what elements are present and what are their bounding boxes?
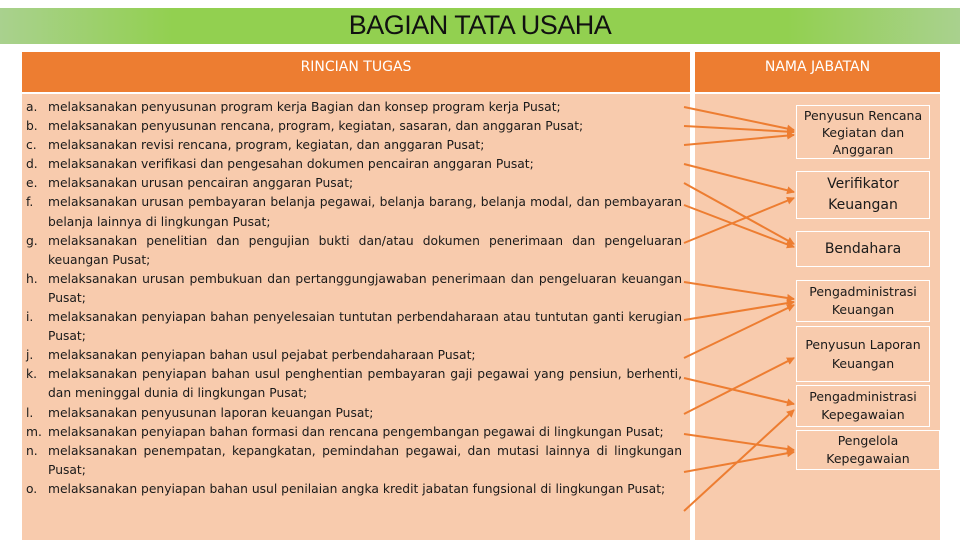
- task-text: melaksanakan penelitian dan pengujian bukti dan/atau dokumen penerimaan dan pengeluaran keuangan Pusat;: [48, 233, 682, 267]
- task-text: melaksanakan revisi rencana, program, kegiatan, dan anggaran Pusat;: [48, 138, 485, 153]
- page-title: BAGIAN TATA USAHA: [348, 10, 612, 40]
- arrow-c-penyusun: [684, 135, 794, 145]
- arrow-l-penyusun-laporan: [684, 358, 794, 414]
- task-text: melaksanakan penyiapan bahan usul penghentian pembayaran gaji pegawai yang pensiun, berhenti, dan meninggal dunia di lingkungan Pusat;: [48, 367, 682, 401]
- task-marker: l.: [26, 405, 34, 420]
- position-label: Verifikator Keuangan: [827, 176, 899, 213]
- task-marker: k.: [26, 367, 38, 382]
- task-marker: a.: [26, 100, 38, 114]
- task-text: melaksanakan urusan pembayaran belanja pegawai, belanja barang, belanja modal, dan pembayaran belanja lainnya di lingkungan Pusat;: [48, 195, 682, 229]
- position-label: Pengelola Kepegawaian: [826, 433, 910, 466]
- position-label: Pengadministrasi Kepegawaian: [809, 389, 917, 422]
- header-rincian-tugas: RINCIAN TUGAS: [22, 52, 690, 92]
- task-marker: m.: [26, 424, 42, 439]
- arrow-i-pengadministrasi-keuangan: [684, 302, 794, 320]
- header-nama-jabatan: NAMA JABATAN: [695, 52, 940, 92]
- arrow-n-pengelola-kepegawaian: [684, 452, 794, 472]
- arrow-h-pengadministrasi-keuangan: [684, 282, 794, 299]
- task-marker: i.: [26, 310, 34, 325]
- position-label: Penyusun Laporan Keuangan: [805, 337, 921, 371]
- task-marker: e.: [26, 176, 38, 191]
- arrow-g-verifikator: [684, 198, 794, 243]
- position-label: Pengadministrasi Keuangan: [809, 284, 917, 317]
- task-text: melaksanakan penyiapan bahan usul penilaian angka kredit jabatan fungsional di lingkungan Pusat;: [48, 481, 666, 496]
- task-text: melaksanakan penyiapan bahan formasi dan rencana pengembangan pegawai di lingkungan Pusat;: [48, 424, 664, 439]
- task-text: melaksanakan verifikasi dan pengesahan dokumen pencairan anggaran Pusat;: [48, 157, 534, 172]
- task-marker: c.: [26, 138, 37, 153]
- position-label: Penyusun Rencana Kegiatan dan Anggaran: [803, 107, 923, 157]
- arrow-o-pengadministrasi-kepegawaian: [684, 410, 794, 511]
- task-text: melaksanakan penyiapan bahan usul pejabat perbendaharaan Pusat;: [48, 348, 476, 363]
- arrow-e-bendahara: [684, 183, 794, 244]
- task-text: melaksanakan urusan pembukuan dan pertanggungjawaban penerimaan dan pengeluaran keuangan Pusat;: [48, 271, 682, 305]
- arrow-k-pengadministrasi-kepegawaian: [684, 378, 794, 404]
- task-marker: f.: [26, 195, 34, 210]
- task-marker: g.: [26, 233, 38, 248]
- arrow-f-bendahara: [684, 205, 794, 247]
- position-label: Bendahara: [824, 241, 902, 257]
- task-text: melaksanakan penyusunan program kerja Bagian dan konsep program kerja Pusat;: [48, 100, 561, 114]
- arrow-m-pengelola-kepegawaian: [684, 434, 794, 450]
- arrow-d-verifikator: [684, 164, 794, 192]
- task-text: melaksanakan penyiapan bahan penyelesaian tuntutan perbendaharaan atau tuntutan ganti kerugian Pusat;: [48, 310, 682, 344]
- task-marker: d.: [26, 157, 38, 172]
- task-marker: n.: [26, 443, 38, 458]
- task-marker: o.: [26, 481, 38, 496]
- task-marker: j.: [26, 348, 34, 363]
- task-text: melaksanakan penyusunan laporan keuangan Pusat;: [48, 405, 374, 420]
- task-marker: h.: [26, 271, 38, 286]
- task-text: melaksanakan penyusunan rencana, program, kegiatan, sasaran, dan anggaran Pusat;: [48, 119, 584, 134]
- task-marker: b.: [26, 119, 38, 134]
- arrow-j-pengadministrasi-keuangan: [684, 305, 794, 358]
- task-text: melaksanakan urusan pencairan anggaran Pusat;: [48, 176, 354, 191]
- task-text: melaksanakan penempatan, kepangkatan, pemindahan pegawai, dan mutasi lainnya di lingkungan Pusat;: [48, 443, 682, 477]
